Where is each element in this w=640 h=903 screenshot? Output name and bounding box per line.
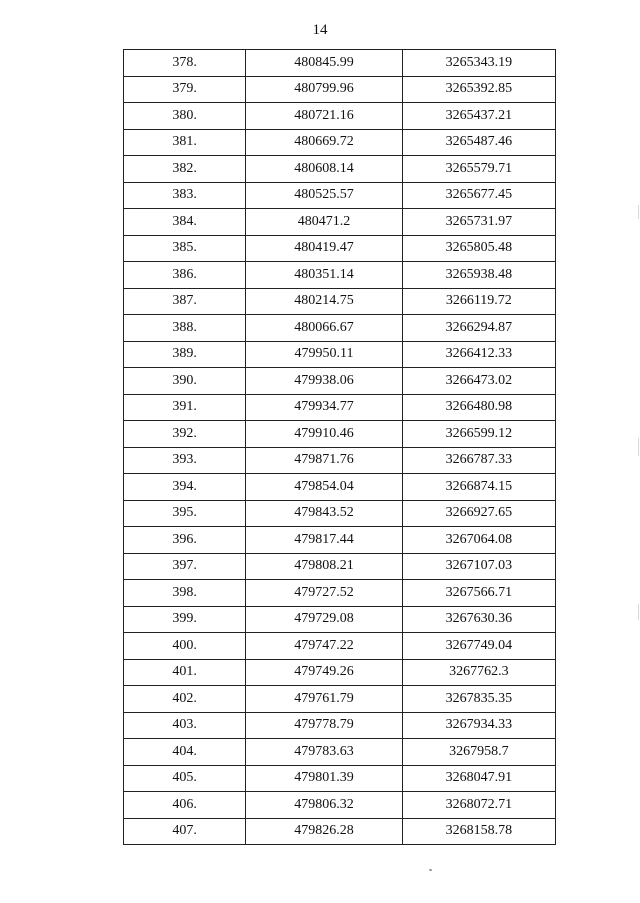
y-coordinate-cell: 3267064.08: [402, 527, 555, 554]
x-coordinate-cell: 479826.28: [246, 818, 402, 845]
table-row: [124, 765, 556, 792]
table-row: [124, 156, 556, 183]
table-row: [124, 209, 556, 236]
x-coordinate-cell: 479727.52: [246, 580, 402, 607]
point-index-cell: 399.: [124, 606, 246, 633]
x-coordinate-cell: 479761.79: [246, 686, 402, 713]
x-coordinate-cell: 480419.47: [246, 235, 402, 262]
x-coordinate-cell: 480351.14: [246, 262, 402, 289]
y-coordinate-cell: 3267107.03: [402, 553, 555, 580]
table-row: [124, 421, 556, 448]
y-coordinate-cell: 3268047.91: [402, 765, 555, 792]
table-row: [124, 50, 556, 77]
x-coordinate-cell: 480525.57: [246, 182, 402, 209]
x-coordinate-cell: 479938.06: [246, 368, 402, 395]
x-coordinate-cell: 479749.26: [246, 659, 402, 686]
point-index-cell: 388.: [124, 315, 246, 342]
margin-mark: [638, 205, 639, 219]
margin-mark: [638, 438, 639, 456]
scan-speck: [429, 869, 432, 871]
y-coordinate-cell: 3267958.7: [402, 739, 555, 766]
page-number: 14: [312, 22, 328, 38]
y-coordinate-cell: 3268158.78: [402, 818, 555, 845]
point-index-cell: 405.: [124, 765, 246, 792]
x-coordinate-cell: 480066.67: [246, 315, 402, 342]
y-coordinate-cell: 3266473.02: [402, 368, 555, 395]
table-row: [124, 262, 556, 289]
y-coordinate-cell: 3265487.46: [402, 129, 555, 156]
table-row: [124, 580, 556, 607]
x-coordinate-cell: 479934.77: [246, 394, 402, 421]
x-coordinate-cell: 479747.22: [246, 633, 402, 660]
point-index-cell: 389.: [124, 341, 246, 368]
y-coordinate-cell: 3267749.04: [402, 633, 555, 660]
table-row: [124, 288, 556, 315]
y-coordinate-cell: 3267934.33: [402, 712, 555, 739]
table-row: [124, 103, 556, 130]
table-row: [124, 527, 556, 554]
table-row: [124, 474, 556, 501]
table-row: [124, 341, 556, 368]
x-coordinate-cell: 480721.16: [246, 103, 402, 130]
point-index-cell: 400.: [124, 633, 246, 660]
point-index-cell: 393.: [124, 447, 246, 474]
point-index-cell: 407.: [124, 818, 246, 845]
point-index-cell: 381.: [124, 129, 246, 156]
point-index-cell: 406.: [124, 792, 246, 819]
y-coordinate-cell: 3265805.48: [402, 235, 555, 262]
table-row: [124, 368, 556, 395]
point-index-cell: 379.: [124, 76, 246, 103]
point-index-cell: 382.: [124, 156, 246, 183]
point-index-cell: 392.: [124, 421, 246, 448]
table-row: [124, 129, 556, 156]
point-index-cell: 402.: [124, 686, 246, 713]
y-coordinate-cell: 3265731.97: [402, 209, 555, 236]
x-coordinate-cell: 480214.75: [246, 288, 402, 315]
y-coordinate-cell: 3266480.98: [402, 394, 555, 421]
y-coordinate-cell: 3265579.71: [402, 156, 555, 183]
x-coordinate-cell: 479808.21: [246, 553, 402, 580]
table-row: [124, 686, 556, 713]
point-index-cell: 395.: [124, 500, 246, 527]
x-coordinate-cell: 479801.39: [246, 765, 402, 792]
y-coordinate-cell: 3267566.71: [402, 580, 555, 607]
x-coordinate-cell: 479729.08: [246, 606, 402, 633]
y-coordinate-cell: 3265677.45: [402, 182, 555, 209]
y-coordinate-cell: 3267835.35: [402, 686, 555, 713]
table-row: [124, 553, 556, 580]
margin-mark: [638, 604, 639, 620]
table-row: [124, 394, 556, 421]
point-index-cell: 396.: [124, 527, 246, 554]
x-coordinate-cell: 480669.72: [246, 129, 402, 156]
table-row: [124, 659, 556, 686]
x-coordinate-cell: 479910.46: [246, 421, 402, 448]
x-coordinate-cell: 479783.63: [246, 739, 402, 766]
table-row: [124, 712, 556, 739]
point-index-cell: 378.: [124, 50, 246, 77]
y-coordinate-cell: 3265343.19: [402, 50, 555, 77]
table-row: [124, 792, 556, 819]
table-row: [124, 447, 556, 474]
point-index-cell: 383.: [124, 182, 246, 209]
point-index-cell: 401.: [124, 659, 246, 686]
x-coordinate-cell: 480799.96: [246, 76, 402, 103]
y-coordinate-cell: 3268072.71: [402, 792, 555, 819]
y-coordinate-cell: 3266787.33: [402, 447, 555, 474]
y-coordinate-cell: 3266412.33: [402, 341, 555, 368]
point-index-cell: 403.: [124, 712, 246, 739]
y-coordinate-cell: 3266119.72: [402, 288, 555, 315]
table-row: [124, 633, 556, 660]
x-coordinate-cell: 480845.99: [246, 50, 402, 77]
table-row: [124, 500, 556, 527]
point-index-cell: 391.: [124, 394, 246, 421]
x-coordinate-cell: 480608.14: [246, 156, 402, 183]
point-index-cell: 386.: [124, 262, 246, 289]
y-coordinate-cell: 3266599.12: [402, 421, 555, 448]
y-coordinate-cell: 3265392.85: [402, 76, 555, 103]
x-coordinate-cell: 479843.52: [246, 500, 402, 527]
y-coordinate-cell: 3267762.3: [402, 659, 555, 686]
point-index-cell: 397.: [124, 553, 246, 580]
x-coordinate-cell: 479806.32: [246, 792, 402, 819]
point-index-cell: 404.: [124, 739, 246, 766]
point-index-cell: 390.: [124, 368, 246, 395]
point-index-cell: 385.: [124, 235, 246, 262]
table-row: [124, 315, 556, 342]
point-index-cell: 394.: [124, 474, 246, 501]
coordinate-table-body: [124, 50, 556, 845]
table-row: [124, 182, 556, 209]
y-coordinate-cell: 3266874.15: [402, 474, 555, 501]
table-row: [124, 606, 556, 633]
x-coordinate-cell: 479871.76: [246, 447, 402, 474]
y-coordinate-cell: 3266294.87: [402, 315, 555, 342]
x-coordinate-cell: 479950.11: [246, 341, 402, 368]
table-row: [124, 818, 556, 845]
x-coordinate-cell: 479778.79: [246, 712, 402, 739]
y-coordinate-cell: 3267630.36: [402, 606, 555, 633]
table-row: [124, 739, 556, 766]
y-coordinate-cell: 3265437.21: [402, 103, 555, 130]
point-index-cell: 398.: [124, 580, 246, 607]
x-coordinate-cell: 479817.44: [246, 527, 402, 554]
point-index-cell: 380.: [124, 103, 246, 130]
x-coordinate-cell: 479854.04: [246, 474, 402, 501]
point-index-cell: 387.: [124, 288, 246, 315]
point-index-cell: 384.: [124, 209, 246, 236]
x-coordinate-cell: 480471.2: [246, 209, 402, 236]
coordinate-table: [123, 49, 556, 845]
table-row: [124, 76, 556, 103]
y-coordinate-cell: 3265938.48: [402, 262, 555, 289]
y-coordinate-cell: 3266927.65: [402, 500, 555, 527]
table-row: [124, 235, 556, 262]
